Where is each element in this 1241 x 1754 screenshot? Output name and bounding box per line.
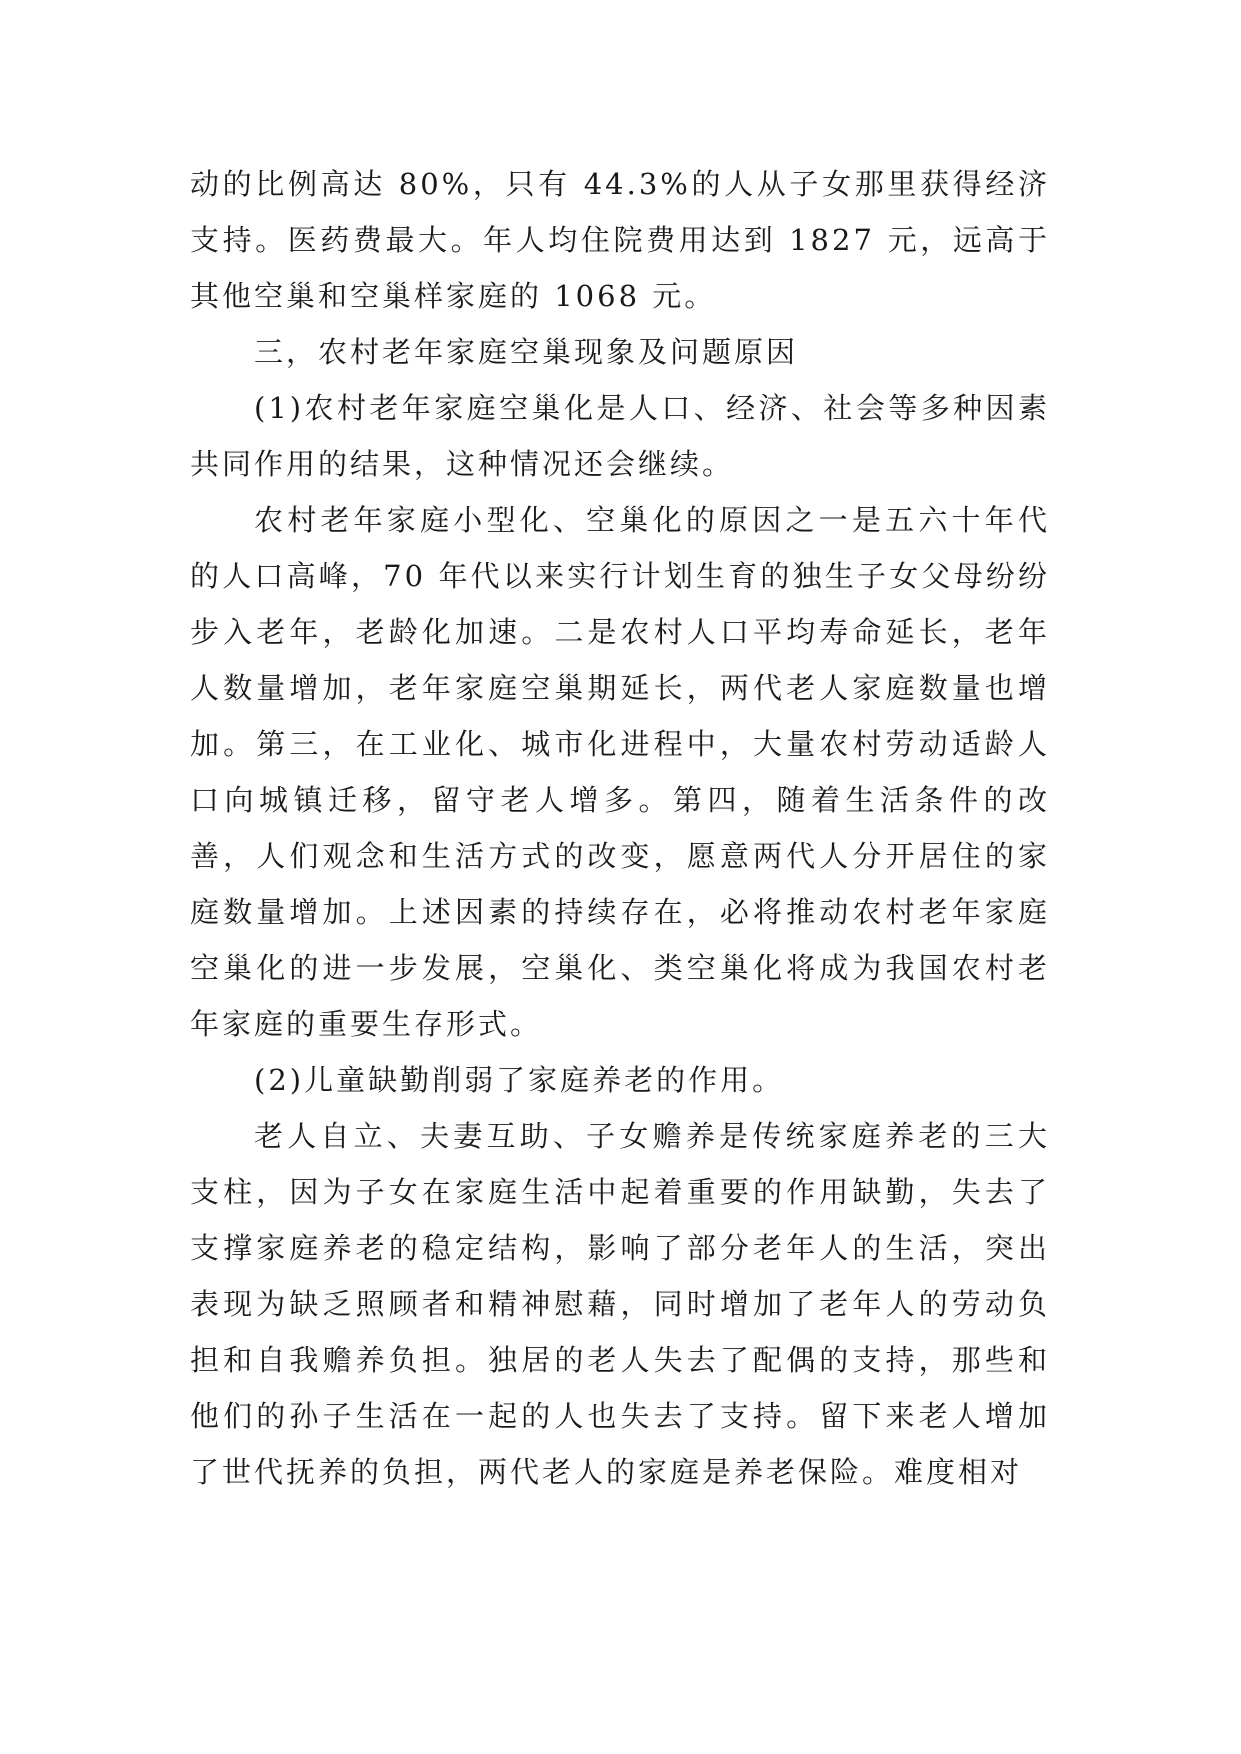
paragraph-family-support: 老人自立、夫妻互助、子女赡养是传统家庭养老的三大支柱，因为子女在家庭生活中起着重要的作用缺勤，失去了支撑家庭养老的稳定结构，影响了部分老年人的生活，突出表现为缺乏照顾者和精神慰藉，同时增加了老年人的劳动负担和自我赡养负担。独居的老人失去了配偶的支持，那些和他们的孙子生活在一起的人也失去了支持。留下来老人增加了世代抚养的负担，两代老人的家庭是养老保险。难度相对 [190,1119,1050,1489]
paragraph-causes: 农村老年家庭小型化、空巢化的原因之一是五六十年代的人口高峰，70 年代以来实行计划生育的独生子女父母纷纷步入老年，老龄化加速。二是农村人口平均寿命延长，老年人数量增加，老年家庭空巢期延长，两代老人家庭数量也增加。第三，在工业化、城市化进程中，大量农村劳动适龄人口向城镇迁移，留守老人增多。第四，随着生活条件的改善，人们观念和生活方式的改变，愿意两代人分开居住的家庭数量增加。上述因素的持续存在，必将推动农村老年家庭空巢化的进一步发展，空巢化、类空巢化将成为我国农村老年家庭的重要生存形式。 [190,503,1050,1041]
subheading-2: (2)儿童缺勤削弱了家庭养老的作用。 [254,1063,785,1097]
document-body [190,156,1050,1500]
paragraph-continued-stats: 动的比例高达 80%，只有 44.3%的人从子女那里获得经济支持。医药费最大。年人均住院费用达到 1827 元，远高于其他空巢和空巢样家庭的 1068 元。 [190,167,1050,313]
subheading-1: (1)农村老年家庭空巢化是人口、经济、社会等多种因素共同作用的结果，这种情况还会继续。 [190,391,1050,481]
section-heading-3: 三，农村老年家庭空巢现象及问题原因 [254,335,799,369]
